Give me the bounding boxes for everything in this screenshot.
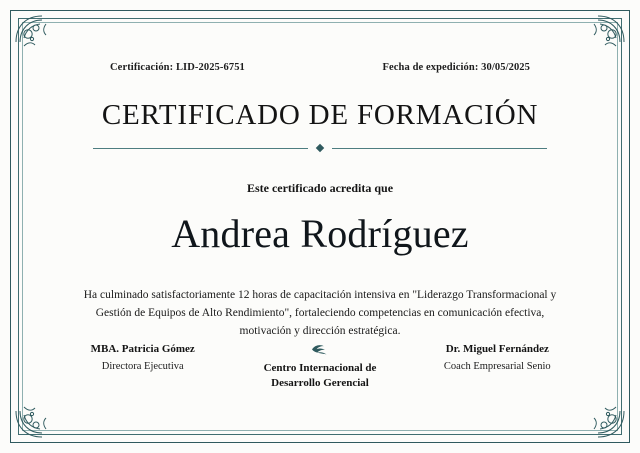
certificate-meta-row <box>40 62 600 73</box>
recipient-name: Andrea Rodríguez <box>171 211 469 256</box>
certification-label: Certificación: <box>110 62 176 73</box>
signature-right-role: Coach Empresarial Senio <box>443 361 551 373</box>
issue-date-label: Fecha de expedición: <box>382 62 482 73</box>
signature-row <box>40 343 600 391</box>
organization-block <box>225 343 414 391</box>
certificate-content <box>40 30 600 423</box>
certificate-subtitle: Este certificado acredita que <box>246 181 394 195</box>
certificate-title: CERTIFICADO DE FORMACIÓN <box>101 99 539 131</box>
signature-left-name: MBA. Patricia Gómez <box>90 343 195 356</box>
signature-right <box>415 343 580 372</box>
certification-value: LID-2025-6751 <box>175 62 245 73</box>
issue-date-value: 30/05/2025 <box>481 62 530 73</box>
title-block <box>40 99 600 151</box>
signature-left-role: Directora Ejecutiva <box>101 361 184 373</box>
signature-left <box>60 343 225 372</box>
certificate-body-text: Ha culminado satisfactoriamente 12 horas de capacitación intensiva en "Liderazgo Transformacional y Gestión de Equipos de Alto Rendimiento", fortaleciendo competencias en comunicación efectiva, motivación y dirección estratégica. <box>83 289 557 337</box>
certification-number <box>110 62 245 73</box>
issue-date <box>383 62 530 73</box>
divider-diamond-icon <box>316 144 324 152</box>
signature-right-name: Dr. Miguel Fernández <box>445 343 549 356</box>
organization-logo-icon <box>225 343 414 357</box>
divider-line-left <box>93 148 308 149</box>
title-divider <box>40 145 600 151</box>
divider-line-right <box>332 148 547 149</box>
organization-name-line1: Centro Internacional de <box>263 362 377 375</box>
organization-name-line2: Desarrollo Gerencial <box>271 377 369 390</box>
